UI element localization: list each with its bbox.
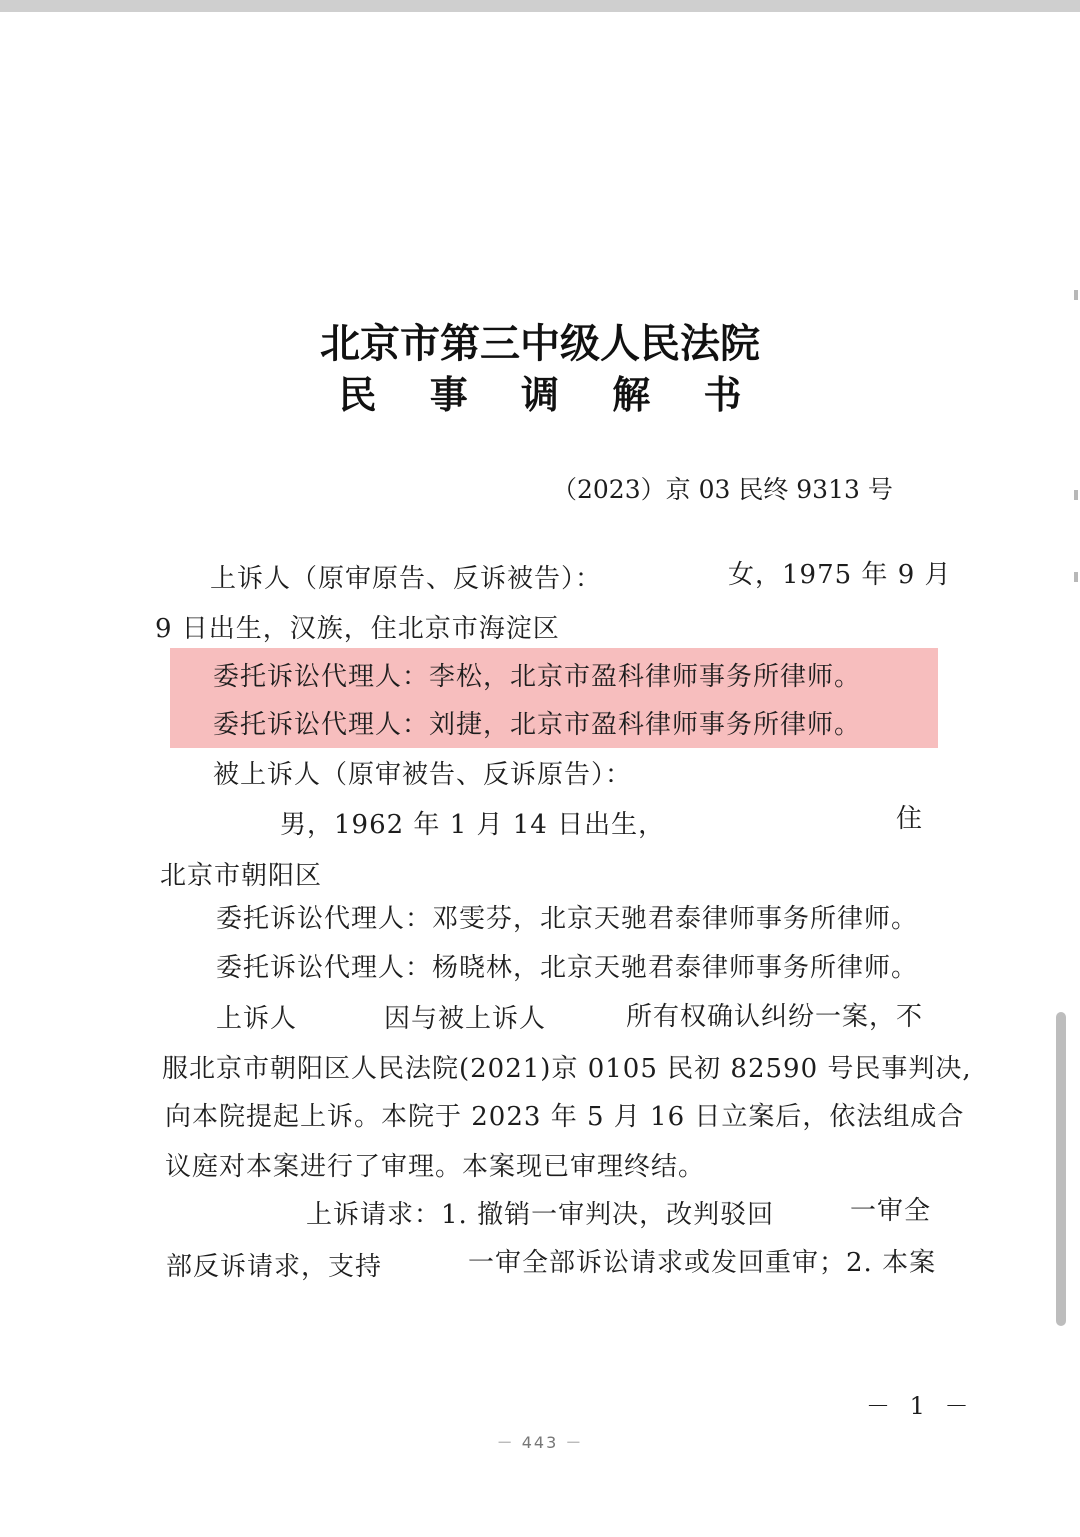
appellee-agent-1: 委托诉讼代理人：邓雯芬，北京天驰君泰律师事务所律师。 bbox=[216, 904, 919, 934]
document-page bbox=[0, 12, 1080, 1537]
appellant-agent-2: 委托诉讼代理人：刘捷，北京市盈科律师事务所律师。 bbox=[213, 710, 862, 740]
claim-line-1a: 上诉请求：1. 撤销一审判决，改判驳回 bbox=[306, 1200, 775, 1230]
appellant-birth-info: 女，1975 年 9 月 bbox=[728, 560, 952, 590]
appellee-residence: 北京市朝阳区 bbox=[160, 861, 323, 891]
case-intro-c: 所有权确认纠纷一案，不 bbox=[626, 1002, 924, 1032]
edge-mark bbox=[1074, 490, 1078, 500]
appellant-residence: 9 日出生，汉族，住北京市海淀区 bbox=[155, 614, 560, 644]
page-number: － 1 － bbox=[866, 1392, 975, 1420]
appellant-agent-1: 委托诉讼代理人：李松，北京市盈科律师事务所律师。 bbox=[213, 662, 862, 692]
appellant-label: 上诉人（原审原告、反诉被告）： bbox=[210, 564, 603, 594]
claim-line-2b: 一审全部诉讼请求或发回重审；2. 本案 bbox=[468, 1248, 937, 1278]
appellee-birth-info: 男，1962 年 1 月 14 日出生， bbox=[280, 810, 666, 840]
appellee-residence-prefix: 住 bbox=[896, 804, 924, 834]
footer-page-number: － 443 － bbox=[496, 1433, 584, 1452]
claim-line-1b: 一审全 bbox=[850, 1196, 932, 1226]
viewer-top-bar bbox=[0, 0, 1080, 12]
vertical-scrollbar[interactable] bbox=[1056, 1012, 1066, 1326]
appellee-agent-2: 委托诉讼代理人：杨晓林，北京天驰君泰律师事务所律师。 bbox=[216, 953, 919, 983]
case-line-3: 向本院提起上诉。本院于 2023 年 5 月 16 日立案后，依法组成合 bbox=[165, 1102, 965, 1132]
case-intro-a: 上诉人 bbox=[216, 1004, 298, 1034]
case-intro-b: 因与被上诉人 bbox=[384, 1004, 547, 1034]
appellee-label: 被上诉人（原审被告、反诉原告）： bbox=[213, 760, 633, 790]
case-line-2: 服北京市朝阳区人民法院(2021)京 0105 民初 82590 号民事判决, bbox=[162, 1054, 972, 1084]
court-name: 北京市第三中级人民法院 bbox=[320, 320, 760, 367]
document-type-title: 民 事 调 解 书 bbox=[338, 372, 762, 417]
claim-line-2a: 部反诉请求，支持 bbox=[166, 1252, 383, 1282]
edge-mark bbox=[1074, 290, 1078, 300]
case-line-4: 议庭对本案进行了审理。本案现已审理终结。 bbox=[165, 1152, 706, 1182]
case-number: （2023）京 03 民终 9313 号 bbox=[552, 475, 893, 504]
edge-mark bbox=[1074, 572, 1078, 582]
